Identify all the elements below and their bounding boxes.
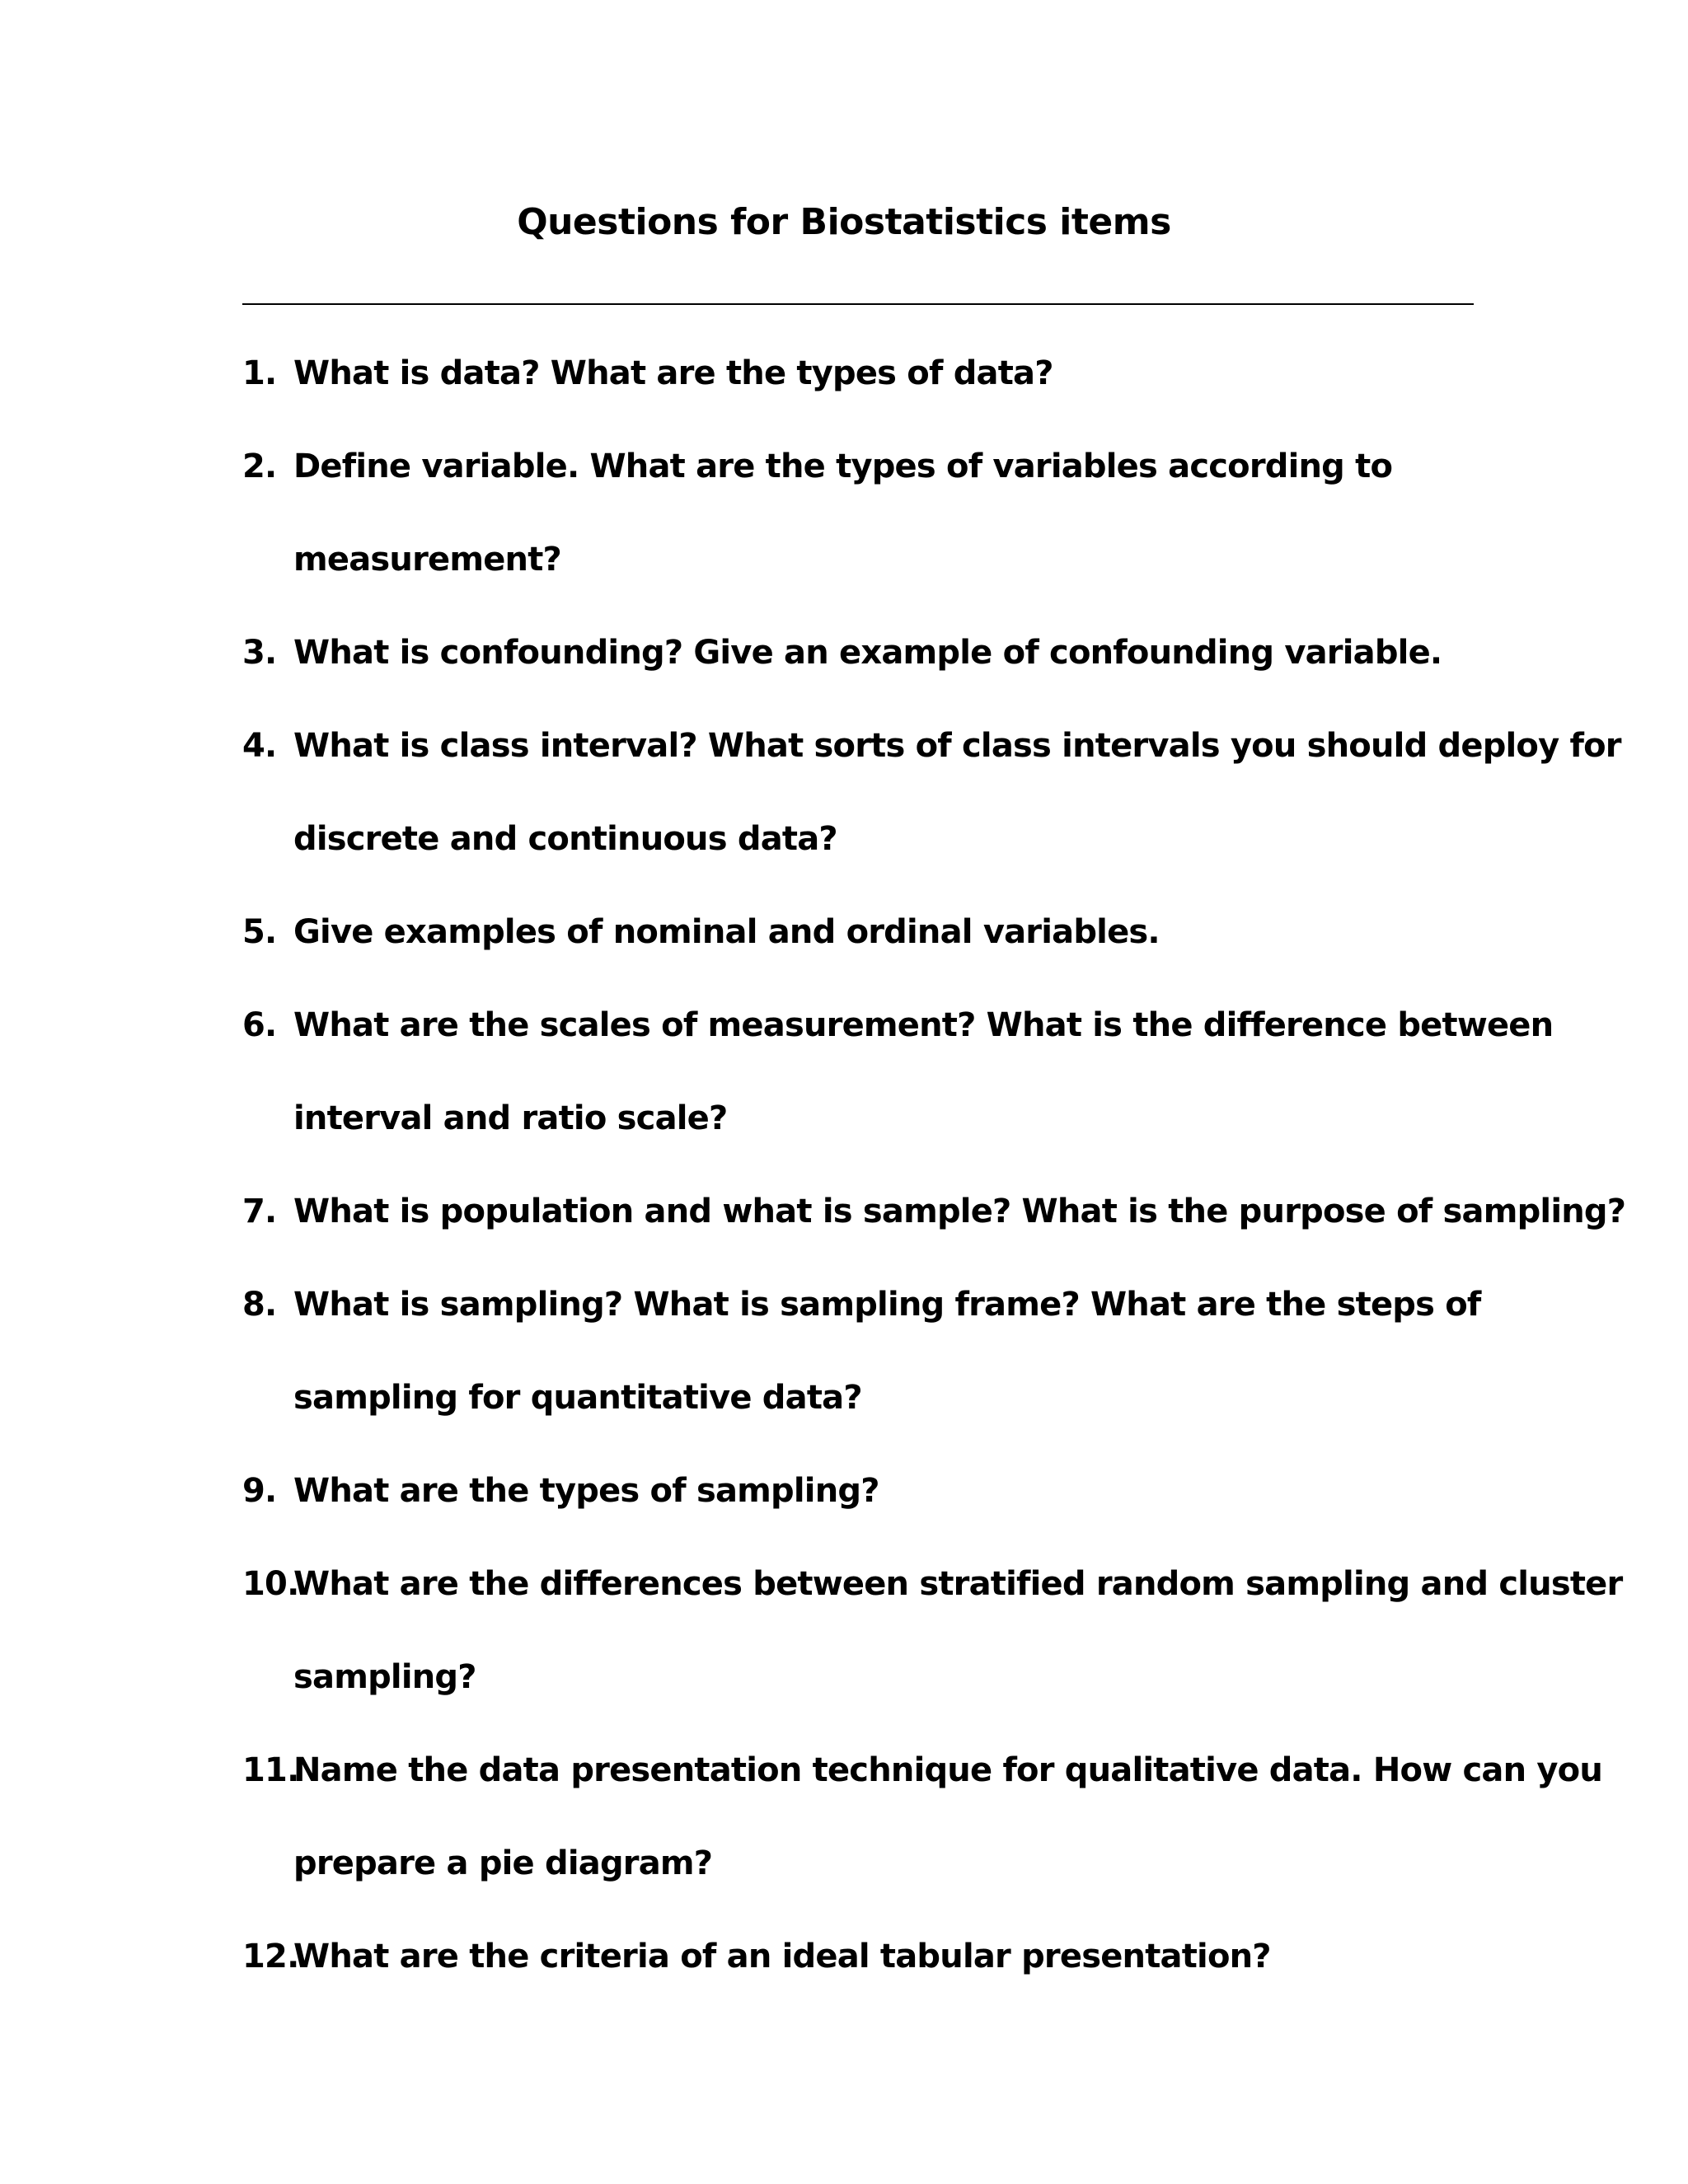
question-number: 12.	[242, 1938, 299, 1975]
question-text: What is sampling? What is sampling frame? What are the steps of	[293, 1286, 1481, 1324]
question-text-continued: interval and ratio scale?	[293, 1099, 728, 1137]
question-text-continued: measurement?	[293, 541, 561, 579]
question-item	[242, 979, 1554, 1165]
question-number: 1.	[242, 354, 277, 392]
question-number: 6.	[242, 1006, 277, 1044]
question-text: What are the differences between stratified random sampling and cluster	[293, 1565, 1623, 1603]
question-item	[242, 886, 1479, 979]
question-text: What are the types of sampling?	[293, 1472, 879, 1510]
question-number: 10.	[242, 1565, 299, 1603]
question-item	[242, 327, 1479, 420]
question-item	[242, 420, 1479, 607]
question-number: 2.	[242, 448, 277, 485]
question-text-continued: sampling for quantitative data?	[293, 1379, 862, 1417]
question-text: Name the data presentation technique for qualitative data. How can you	[293, 1751, 1603, 1789]
question-text: Define variable. What are the types of variables according to	[293, 448, 1393, 485]
question-number: 4.	[242, 727, 277, 765]
question-text: What are the criteria of an ideal tabular presentation?	[293, 1938, 1271, 1975]
question-item	[242, 1165, 1626, 1258]
question-text: What is confounding? Give an example of confounding variable.	[293, 634, 1442, 672]
question-text: What are the scales of measurement? What is the difference between	[293, 1006, 1554, 1044]
question-item	[242, 700, 1621, 886]
question-item	[242, 1445, 1479, 1538]
question-text-continued: prepare a pie diagram?	[293, 1844, 713, 1882]
question-text: What is population and what is sample? What is the purpose of sampling?	[293, 1193, 1626, 1230]
question-number: 5.	[242, 913, 277, 951]
question-item	[242, 1724, 1603, 1910]
question-number: 11.	[242, 1751, 299, 1789]
question-number: 7.	[242, 1193, 277, 1230]
question-number: 9.	[242, 1472, 277, 1510]
question-text-continued: sampling?	[293, 1658, 476, 1696]
question-number: 8.	[242, 1286, 277, 1324]
question-text-continued: discrete and continuous data?	[293, 820, 837, 858]
question-number: 3.	[242, 634, 277, 672]
question-text: What is data? What are the types of data?	[293, 354, 1053, 392]
question-item	[242, 607, 1479, 700]
page-title: Questions for Biostatistics items	[517, 201, 1171, 243]
question-list	[242, 327, 1626, 2004]
question-item	[242, 1538, 1623, 1724]
question-item	[242, 1258, 1479, 1445]
question-item	[242, 1910, 1479, 2004]
question-text: Give examples of nominal and ordinal variables.	[293, 913, 1160, 951]
question-text: What is class interval? What sorts of class intervals you should deploy for	[293, 727, 1621, 765]
title-divider	[242, 303, 1474, 305]
